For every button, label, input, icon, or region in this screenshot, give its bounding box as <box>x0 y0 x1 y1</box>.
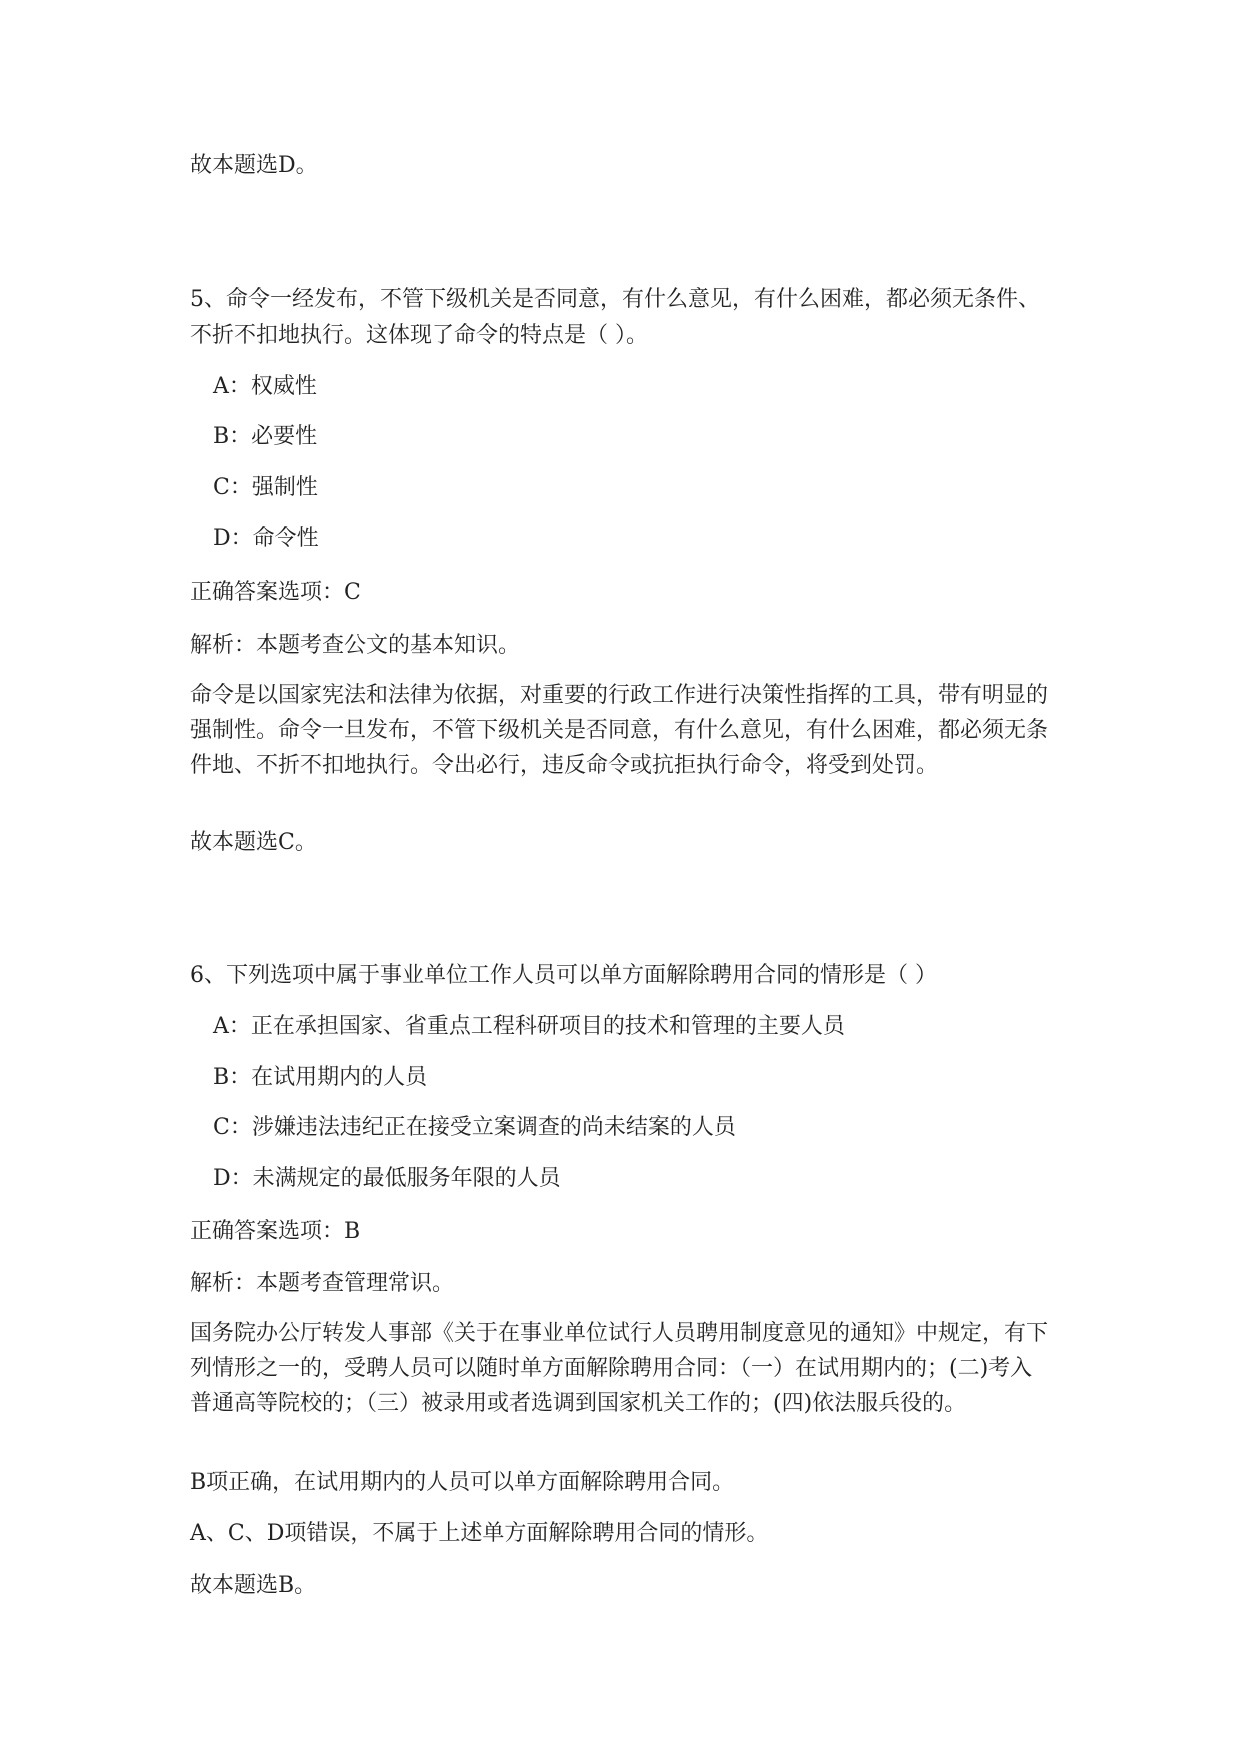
question-5-conclusion: 故本题选C。 <box>190 830 317 855</box>
question-5-answer: 正确答案选项：C <box>190 580 361 605</box>
question-5-option-b: B：必要性 <box>213 424 318 449</box>
question-5-explanation: 命令是以国家宪法和法律为依据，对重要的行政工作进行决策性指挥的工具，带有明显的强制性。命令一旦发布，不管下级机关是否同意，有什么意见，有什么困难，都必须无条件地、不折不扣地执行。令出必行，违反命令或抗拒执行命令，将受到处罚。 <box>190 683 1049 778</box>
question-6-explanation: 国务院办公厅转发人事部《关于在事业单位试行人员聘用制度意见的通知》中规定，有下列情形之一的，受聘人员可以随时单方面解除聘用合同：（一）在试用期内的；(二)考入普通高等院校的；（三）被录用或者选调到国家机关工作的；(四)依法服兵役的。 <box>190 1321 1049 1416</box>
question-5-option-c: C：强制性 <box>213 475 318 500</box>
question-5-option-d: D：命令性 <box>213 526 319 551</box>
question-5-stem: 5、命令一经发布，不管下级机关是否同意，有什么意见，有什么困难，都必须无条件、不折不扣地执行。这体现了命令的特点是（ ）。 <box>190 287 1040 348</box>
question-6-point-acd: A、C、D项错误，不属于上述单方面解除聘用合同的情形。 <box>190 1521 769 1546</box>
prev-conclusion: 故本题选D。 <box>190 153 318 178</box>
question-6-option-b: B：在试用期内的人员 <box>213 1065 428 1090</box>
question-6-option-c: C：涉嫌违法违纪正在接受立案调查的尚未结案的人员 <box>213 1115 736 1140</box>
question-6-option-a: A：正在承担国家、省重点工程科研项目的技术和管理的主要人员 <box>213 1014 845 1039</box>
question-6-conclusion: 故本题选B。 <box>190 1573 317 1598</box>
question-5-option-a: A：权威性 <box>213 374 317 399</box>
question-6-point-b: B项正确，在试用期内的人员可以单方面解除聘用合同。 <box>190 1470 735 1495</box>
question-5-analysis: 解析：本题考查公文的基本知识。 <box>190 633 521 658</box>
question-6-option-d: D：未满规定的最低服务年限的人员 <box>213 1166 561 1191</box>
question-6-stem: 6、下列选项中属于事业单位工作人员可以单方面解除聘用合同的情形是（ ） <box>190 963 937 988</box>
question-6-analysis: 解析：本题考查管理常识。 <box>190 1271 455 1296</box>
question-6-answer: 正确答案选项：B <box>190 1219 361 1244</box>
